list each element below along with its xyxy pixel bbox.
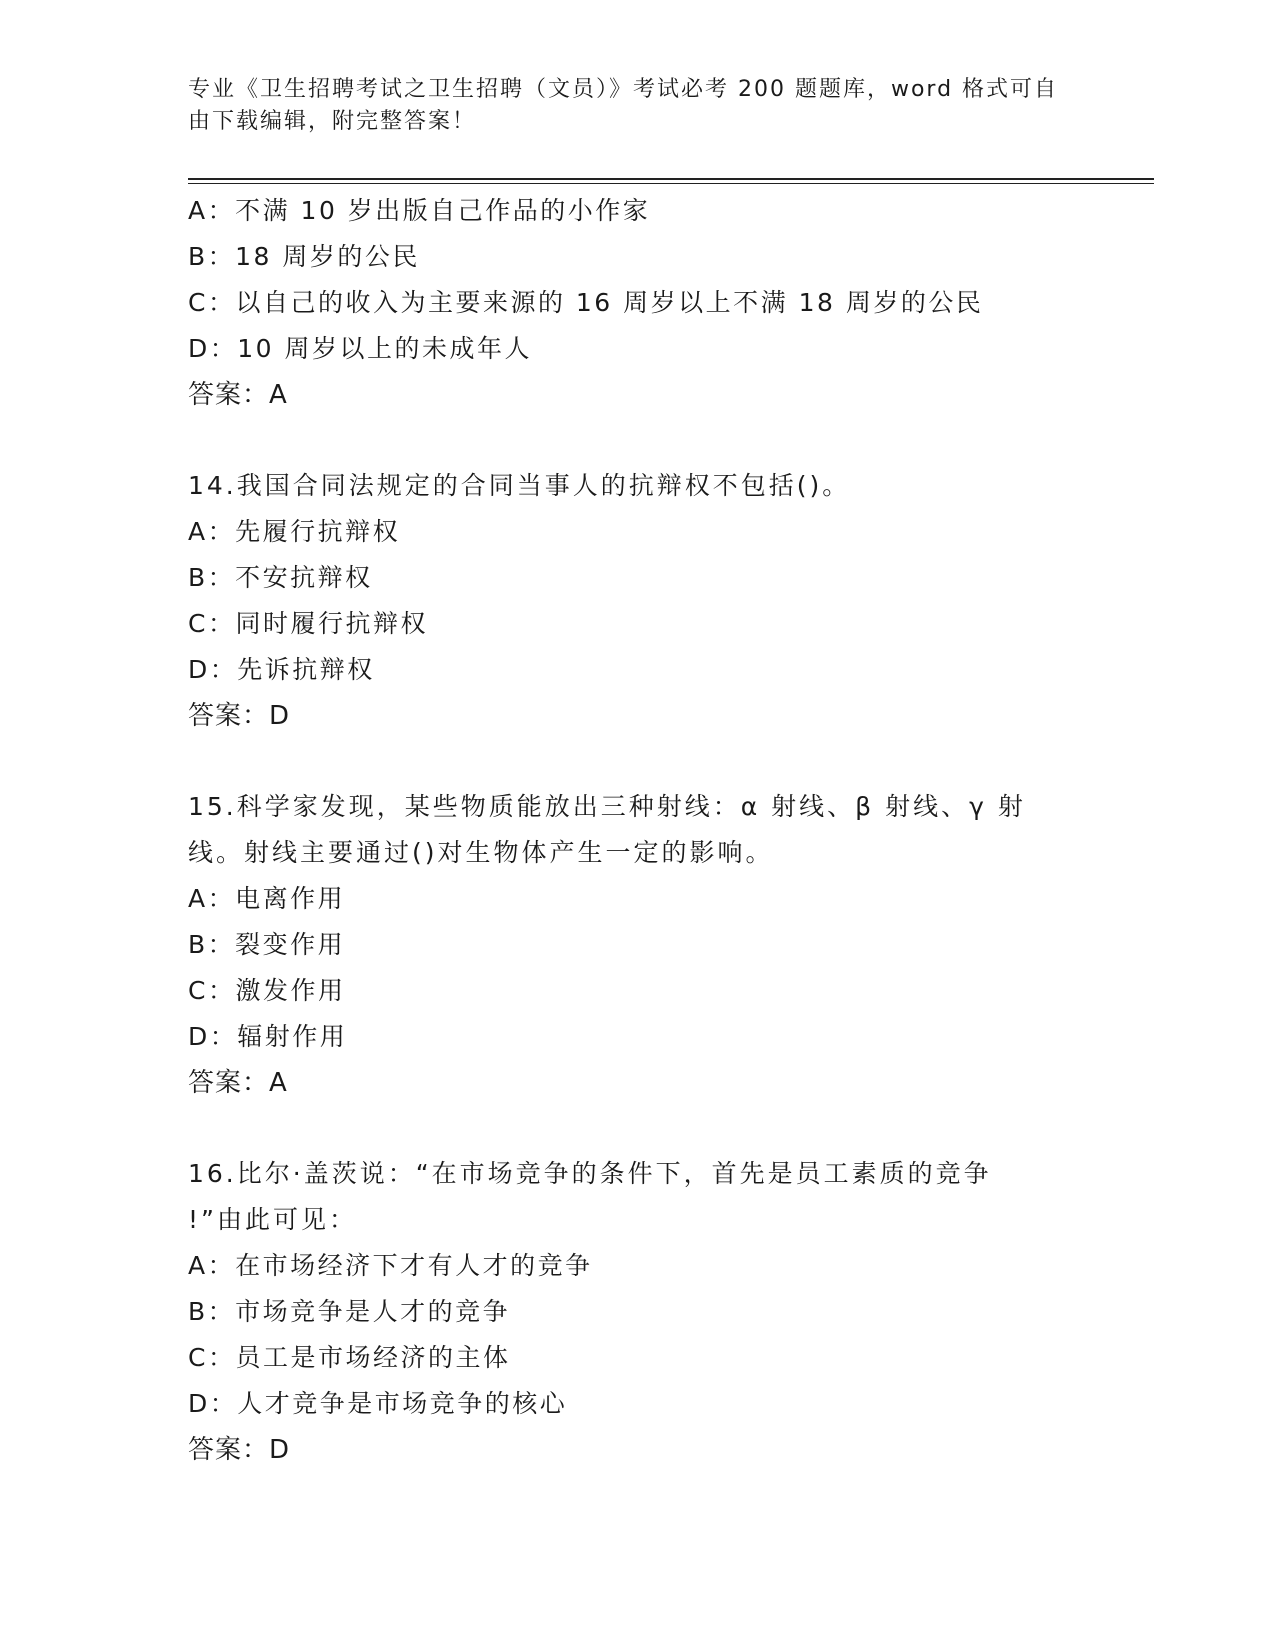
question-block-13	[188, 188, 1088, 418]
option-d: D：辐射作用	[188, 1022, 348, 1051]
option-a: A：在市场经济下才有人才的竞争	[188, 1251, 593, 1280]
header-divider-thick	[188, 178, 1154, 180]
option-a: A：电离作用	[188, 884, 346, 913]
option-b: B：不安抗辩权	[188, 563, 373, 592]
answer-line: 答案：A	[188, 380, 288, 410]
question-text-line-2: !”由此可见：	[188, 1205, 357, 1234]
document-header	[188, 74, 1088, 138]
block-gap	[188, 1106, 1088, 1151]
question-block-15	[188, 784, 1088, 1106]
answer-line: 答案：A	[188, 1068, 288, 1098]
header-divider-thin	[188, 183, 1154, 184]
question-block-16	[188, 1151, 1088, 1473]
option-c: C：同时履行抗辩权	[188, 609, 428, 638]
option-c: C：员工是市场经济的主体	[188, 1343, 511, 1372]
option-c: C：以自己的收入为主要来源的 16 周岁以上不满 18 周岁的公民	[188, 288, 984, 317]
question-list	[188, 188, 1088, 1473]
question-text-line-1: 16.比尔·盖茨说：“在市场竞争的条件下，首先是员工素质的竞争	[188, 1159, 992, 1188]
header-line-2: 由下载编辑，附完整答案！	[188, 109, 477, 134]
question-text-line-2: 线。射线主要通过()对生物体产生一定的影响。	[188, 838, 774, 867]
answer-line: 答案：D	[188, 701, 291, 731]
header-line-1: 专业《卫生招聘考试之卫生招聘（文员）》考试必考 200 题题库，word 格式可自	[188, 77, 1059, 102]
option-d: D：人才竞争是市场竞争的核心	[188, 1389, 568, 1418]
question-text: 14.我国合同法规定的合同当事人的抗辩权不包括()。	[188, 471, 851, 500]
option-b: B：市场竞争是人才的竞争	[188, 1297, 511, 1326]
question-block-14	[188, 463, 1088, 739]
option-a: A：不满 10 岁出版自己作品的小作家	[188, 196, 651, 225]
option-d: D：10 周岁以上的未成年人	[188, 334, 533, 363]
question-text-line-1: 15.科学家发现，某些物质能放出三种射线：α 射线、β 射线、γ 射	[188, 792, 1026, 821]
option-d: D：先诉抗辩权	[188, 655, 375, 684]
option-b: B：18 周岁的公民	[188, 242, 420, 271]
option-b: B：裂变作用	[188, 930, 346, 959]
option-c: C：激发作用	[188, 976, 346, 1005]
answer-line: 答案：D	[188, 1435, 291, 1465]
block-gap	[188, 418, 1088, 463]
option-a: A：先履行抗辩权	[188, 517, 401, 546]
block-gap	[188, 739, 1088, 784]
